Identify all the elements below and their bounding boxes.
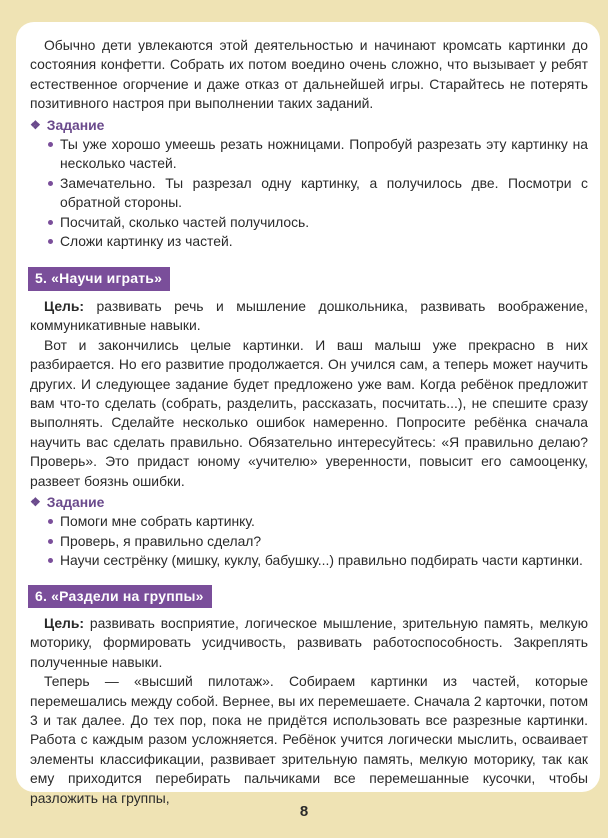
diamond-bullet-icon: ❖ [30, 494, 41, 509]
section-6-header [30, 585, 588, 608]
list-item: Ты уже хорошо умеешь резать ножницами. Попробуй разрезать эту картинку на несколько частей. [48, 135, 588, 174]
section-5-title: 5. «Научи играть» [28, 267, 170, 290]
section-6-goal [30, 614, 588, 672]
section-5-goal [30, 297, 588, 336]
diamond-bullet-icon: ❖ [30, 117, 41, 132]
section-6-title: 6. «Раздели на группы» [28, 585, 212, 608]
goal-label: Цель: [44, 297, 85, 314]
list-item: Научи сестрёнку (мишку, куклу, бабушку...) правильно подбирать части картинки. [48, 551, 588, 570]
list-item: Посчитай, сколько частей получилось. [48, 213, 588, 232]
task-heading-label: Задание [46, 116, 105, 133]
task-list-2 [30, 512, 588, 570]
task-heading-1 [30, 116, 588, 135]
section-5-paragraph: Вот и закончились целые картинки. И ваш малыш уже прекрасно в них разбирается. Но его развитие продолжается. Он учился сам, а теперь может научить других. И следующее задание будет предложено уже вам. Когда ребёнок предложит вам что-то сделать (собрать, разделить, рассказать, посчитать...), не спешите сразу выполнять. Сделайте несколько ошибок намеренно. Попросите ребёнка сначала научить вас сделать правильно. Обязательно интересуйтесь: «Я правильно делаю? Проверь». Это придаст юному «учителю» уверенности, повысит его самооценку, развеет боязнь ошибки. [30, 336, 588, 489]
list-item: Замечательно. Ты разрезал одну картинку, а получилось две. Посмотри с обратной стороны. [48, 174, 588, 213]
goal-text: развивать речь и мышление дошкольника, развивать воображение, коммуникативные навыки. [30, 297, 588, 334]
task-list-1 [30, 135, 588, 251]
goal-text: развивать восприятие, логическое мышление, зрительную память, мелкую моторику, формировать усидчивость, развивать работоспособность. Закреплять полученные навыки. [30, 614, 588, 670]
task-heading-2 [30, 493, 588, 512]
list-item: Помоги мне собрать картинку. [48, 512, 588, 531]
intro-paragraph: Обычно дети увлекаются этой деятельностью и начинают кромсать картинки до состояния конфетти. Собрать их потом воедино очень сложно, что вызывает у ребят естественное огорчение и даже отказ от дальнейшей игры. Старайтесь не потерять позитивного настроя при выполнении таких заданий. [30, 37, 588, 112]
page-content [30, 36, 588, 808]
goal-label: Цель: [44, 614, 85, 631]
task-heading-label: Задание [46, 493, 105, 510]
section-6-paragraph: Теперь — «высший пилотаж». Собираем картинки из частей, которые перемешались между собой. Вернее, вы их перемешаете. Сначала 2 карточки, потом 3 и так далее. До тех пор, пока не придётся использовать все разрезные картинки. Работа с каждым разом усложняется. Ребёнок учится логически мыслить, осваивает элементы классификации, развивает зрительную память, мелкую моторику, так как ему приходится перебирать пальчиками все перемешанные кусочки, чтобы разложить на группы, [30, 673, 588, 806]
list-item: Сложи картинку из частей. [48, 232, 588, 251]
page-number: 8 [299, 803, 309, 820]
section-5-header [30, 267, 588, 290]
list-item: Проверь, я правильно сделал? [48, 532, 588, 551]
